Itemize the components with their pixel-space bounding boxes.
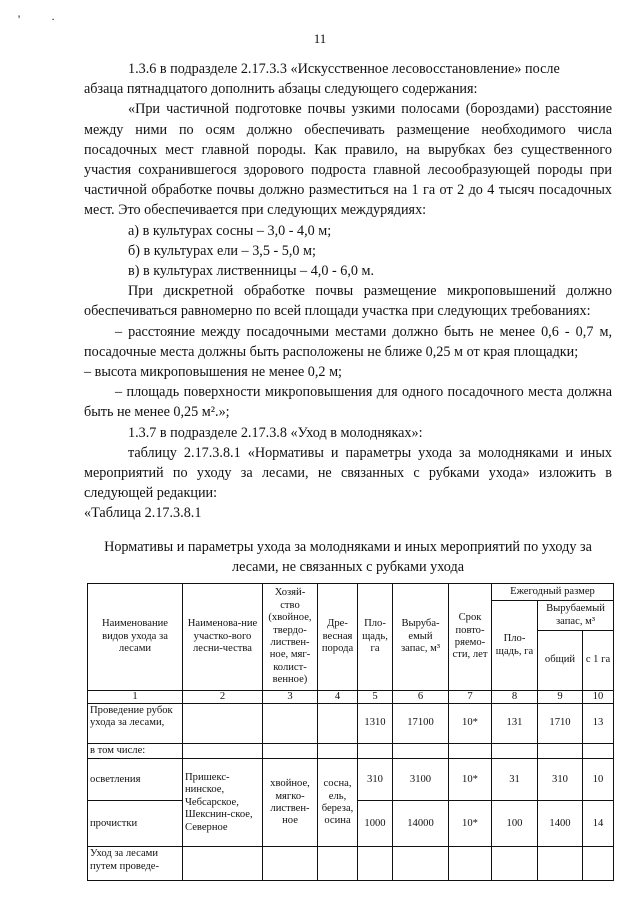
cell-empty — [583, 847, 614, 881]
cell-empty — [263, 744, 318, 759]
table-row — [88, 744, 614, 759]
cell-annual-total: 1710 — [538, 704, 583, 744]
cell-forestry: Пришекс-нинское, Чебсарское, Шекснин-ское, Северное — [183, 759, 263, 847]
body-text — [84, 59, 612, 524]
cell-period: 10* — [449, 704, 492, 744]
table-row — [88, 759, 614, 801]
paragraph-1-3-6-cont: абзаца пятнадцатого дополнить абзацы следующего содержания: — [84, 81, 478, 98]
cell-empty — [492, 744, 538, 759]
table-label: «Таблица 2.17.3.8.1 — [84, 505, 202, 522]
col-number: 2 — [183, 691, 263, 704]
requirement-height: – высота микроповышения не менее 0,2 м; — [84, 364, 342, 381]
paragraph-discrete-processing: При дискретной обработке почвы размещение микроповышений должно обеспечиваться равномерно по всей площади участка при следующих требованиях: — [84, 283, 612, 320]
cell-empty — [183, 704, 263, 744]
cell-empty — [183, 744, 263, 759]
cell-care-type: осветления — [88, 759, 183, 801]
header-forestry: Наименова-ние участко-вого лесни-чества — [183, 584, 263, 691]
cell-empty — [538, 744, 583, 759]
cell-empty — [492, 847, 538, 881]
header-annual-volume: Вырубаемый запас, м³ — [538, 601, 614, 631]
cell-annual-area: 131 — [492, 704, 538, 744]
paragraph-1-3-7: 1.3.7 в подразделе 2.17.3.8 «Уход в молодняках»: — [128, 424, 423, 441]
cell-empty — [183, 847, 263, 881]
paragraph-1-3-6: 1.3.6 в подразделе 2.17.3.3 «Искусственное лесовосстановление» после — [128, 61, 560, 77]
header-period: Срок повто-ряемо-сти, лет — [449, 584, 492, 691]
cell-empty — [538, 847, 583, 881]
requirement-surface-area: – площадь поверхности микроповышения для одного посадочного места должна быть не менее 0,25 м².»; — [84, 384, 612, 421]
cell-empty — [393, 744, 449, 759]
cell-annual-total: 310 — [538, 759, 583, 801]
header-annual: Ежегодный размер — [492, 584, 614, 601]
cell-period: 10* — [449, 759, 492, 801]
header-annual-per-ha: с 1 га — [583, 631, 614, 691]
cell-empty — [583, 744, 614, 759]
cell-species: сосна, ель, береза, осина — [318, 759, 358, 847]
header-annual-area: Пло-щадь, га — [492, 601, 538, 691]
cell-annual-per-ha: 10 — [583, 759, 614, 801]
cell-annual-area: 100 — [492, 801, 538, 847]
cell-empty — [449, 744, 492, 759]
header-care-type: Наименование видов ухода за лесами — [88, 584, 183, 691]
header-species: Дре-весная порода — [318, 584, 358, 691]
header-farm: Хозяй-ство (хвойное, твердо-листвен-ное, мяг-колист-венное) — [263, 584, 318, 691]
cell-empty — [449, 847, 492, 881]
cell-area: 1310 — [358, 704, 393, 744]
cell-empty — [318, 847, 358, 881]
cell-volume: 3100 — [393, 759, 449, 801]
cell-empty — [263, 847, 318, 881]
cell-farm: хвойное, мягко-листвен-ное — [263, 759, 318, 847]
cell-area: 310 — [358, 759, 393, 801]
page-number: 11 — [313, 31, 327, 46]
header-annual-total: общий — [538, 631, 583, 691]
col-number: 8 — [492, 691, 538, 704]
cell-volume: 14000 — [393, 801, 449, 847]
cell-annual-total: 1400 — [538, 801, 583, 847]
scan-marks: ' · — [18, 12, 70, 26]
caption-line-2: лесами, не связанных с рубками ухода — [231, 559, 464, 575]
col-number: 6 — [393, 691, 449, 704]
header-area: Пло-щадь, га — [358, 584, 393, 691]
cell-care-type: в том числе: — [88, 744, 183, 759]
cell-empty — [318, 744, 358, 759]
col-number: 4 — [318, 691, 358, 704]
cell-empty — [358, 744, 393, 759]
caption-line-1: Нормативы и параметры ухода за молодняками и иных мероприятий по уходу за — [104, 539, 592, 555]
col-number: 3 — [263, 691, 318, 704]
cell-empty — [318, 704, 358, 744]
cell-care-type: прочистки — [88, 801, 183, 847]
col-number: 1 — [88, 691, 183, 704]
cell-empty — [393, 847, 449, 881]
cell-period: 10* — [449, 801, 492, 847]
cell-annual-area: 31 — [492, 759, 538, 801]
list-item-pine: а) в культурах сосны – 3,0 - 4,0 м; — [128, 222, 332, 239]
col-number: 7 — [449, 691, 492, 704]
cell-volume: 17100 — [393, 704, 449, 744]
list-item-larch: в) в культурах лиственницы – 4,0 - 6,0 м. — [128, 263, 375, 280]
paragraph-partial-soil-prep: «При частичной подготовке почвы узкими полосами (бороздами) расстояние между ними по осям должно обеспечивать размещение необходимого числа посадочных мест главной породы. Как правило, на вырубках без существенного участия сохранившегося здорового подроста главной лесообразующей породы при частичной обработке почвы должно разместиться на 1 га от 2 до 4 тысяч посадочных мест. Это обеспечивается при следующих междурядиях: — [84, 101, 612, 219]
header-volume: Вырубa-емый запас, м³ — [393, 584, 449, 691]
cell-empty — [358, 847, 393, 881]
col-number: 9 — [538, 691, 583, 704]
col-number: 5 — [358, 691, 393, 704]
cell-care-type: Уход за лесами путем проведе- — [88, 847, 183, 881]
cell-annual-per-ha: 13 — [583, 704, 614, 744]
paragraph-table-replace: таблицу 2.17.3.8.1 «Нормативы и параметры ухода за молодняками и иных мероприятий по уходу за лесами, не связанных с рубками ухода» изложить в следующей редакции: — [84, 444, 612, 502]
cell-area: 1000 — [358, 801, 393, 847]
table-row — [88, 704, 614, 744]
table-row — [88, 847, 614, 881]
list-item-spruce: б) в культурах ели – 3,5 - 5,0 м; — [128, 242, 316, 259]
requirement-distance: – расстояние между посадочными местами должно быть не менее 0,6 - 0,7 м, посадочные места должны быть расположены не ближе 0,25 м от края площадки; — [84, 323, 612, 360]
cell-care-type: Проведение рубок ухода за лесами, — [88, 704, 183, 744]
cell-empty — [263, 704, 318, 744]
cell-annual-per-ha: 14 — [583, 801, 614, 847]
table-caption — [84, 537, 612, 577]
care-norms-table — [87, 583, 614, 881]
col-number: 10 — [583, 691, 614, 704]
